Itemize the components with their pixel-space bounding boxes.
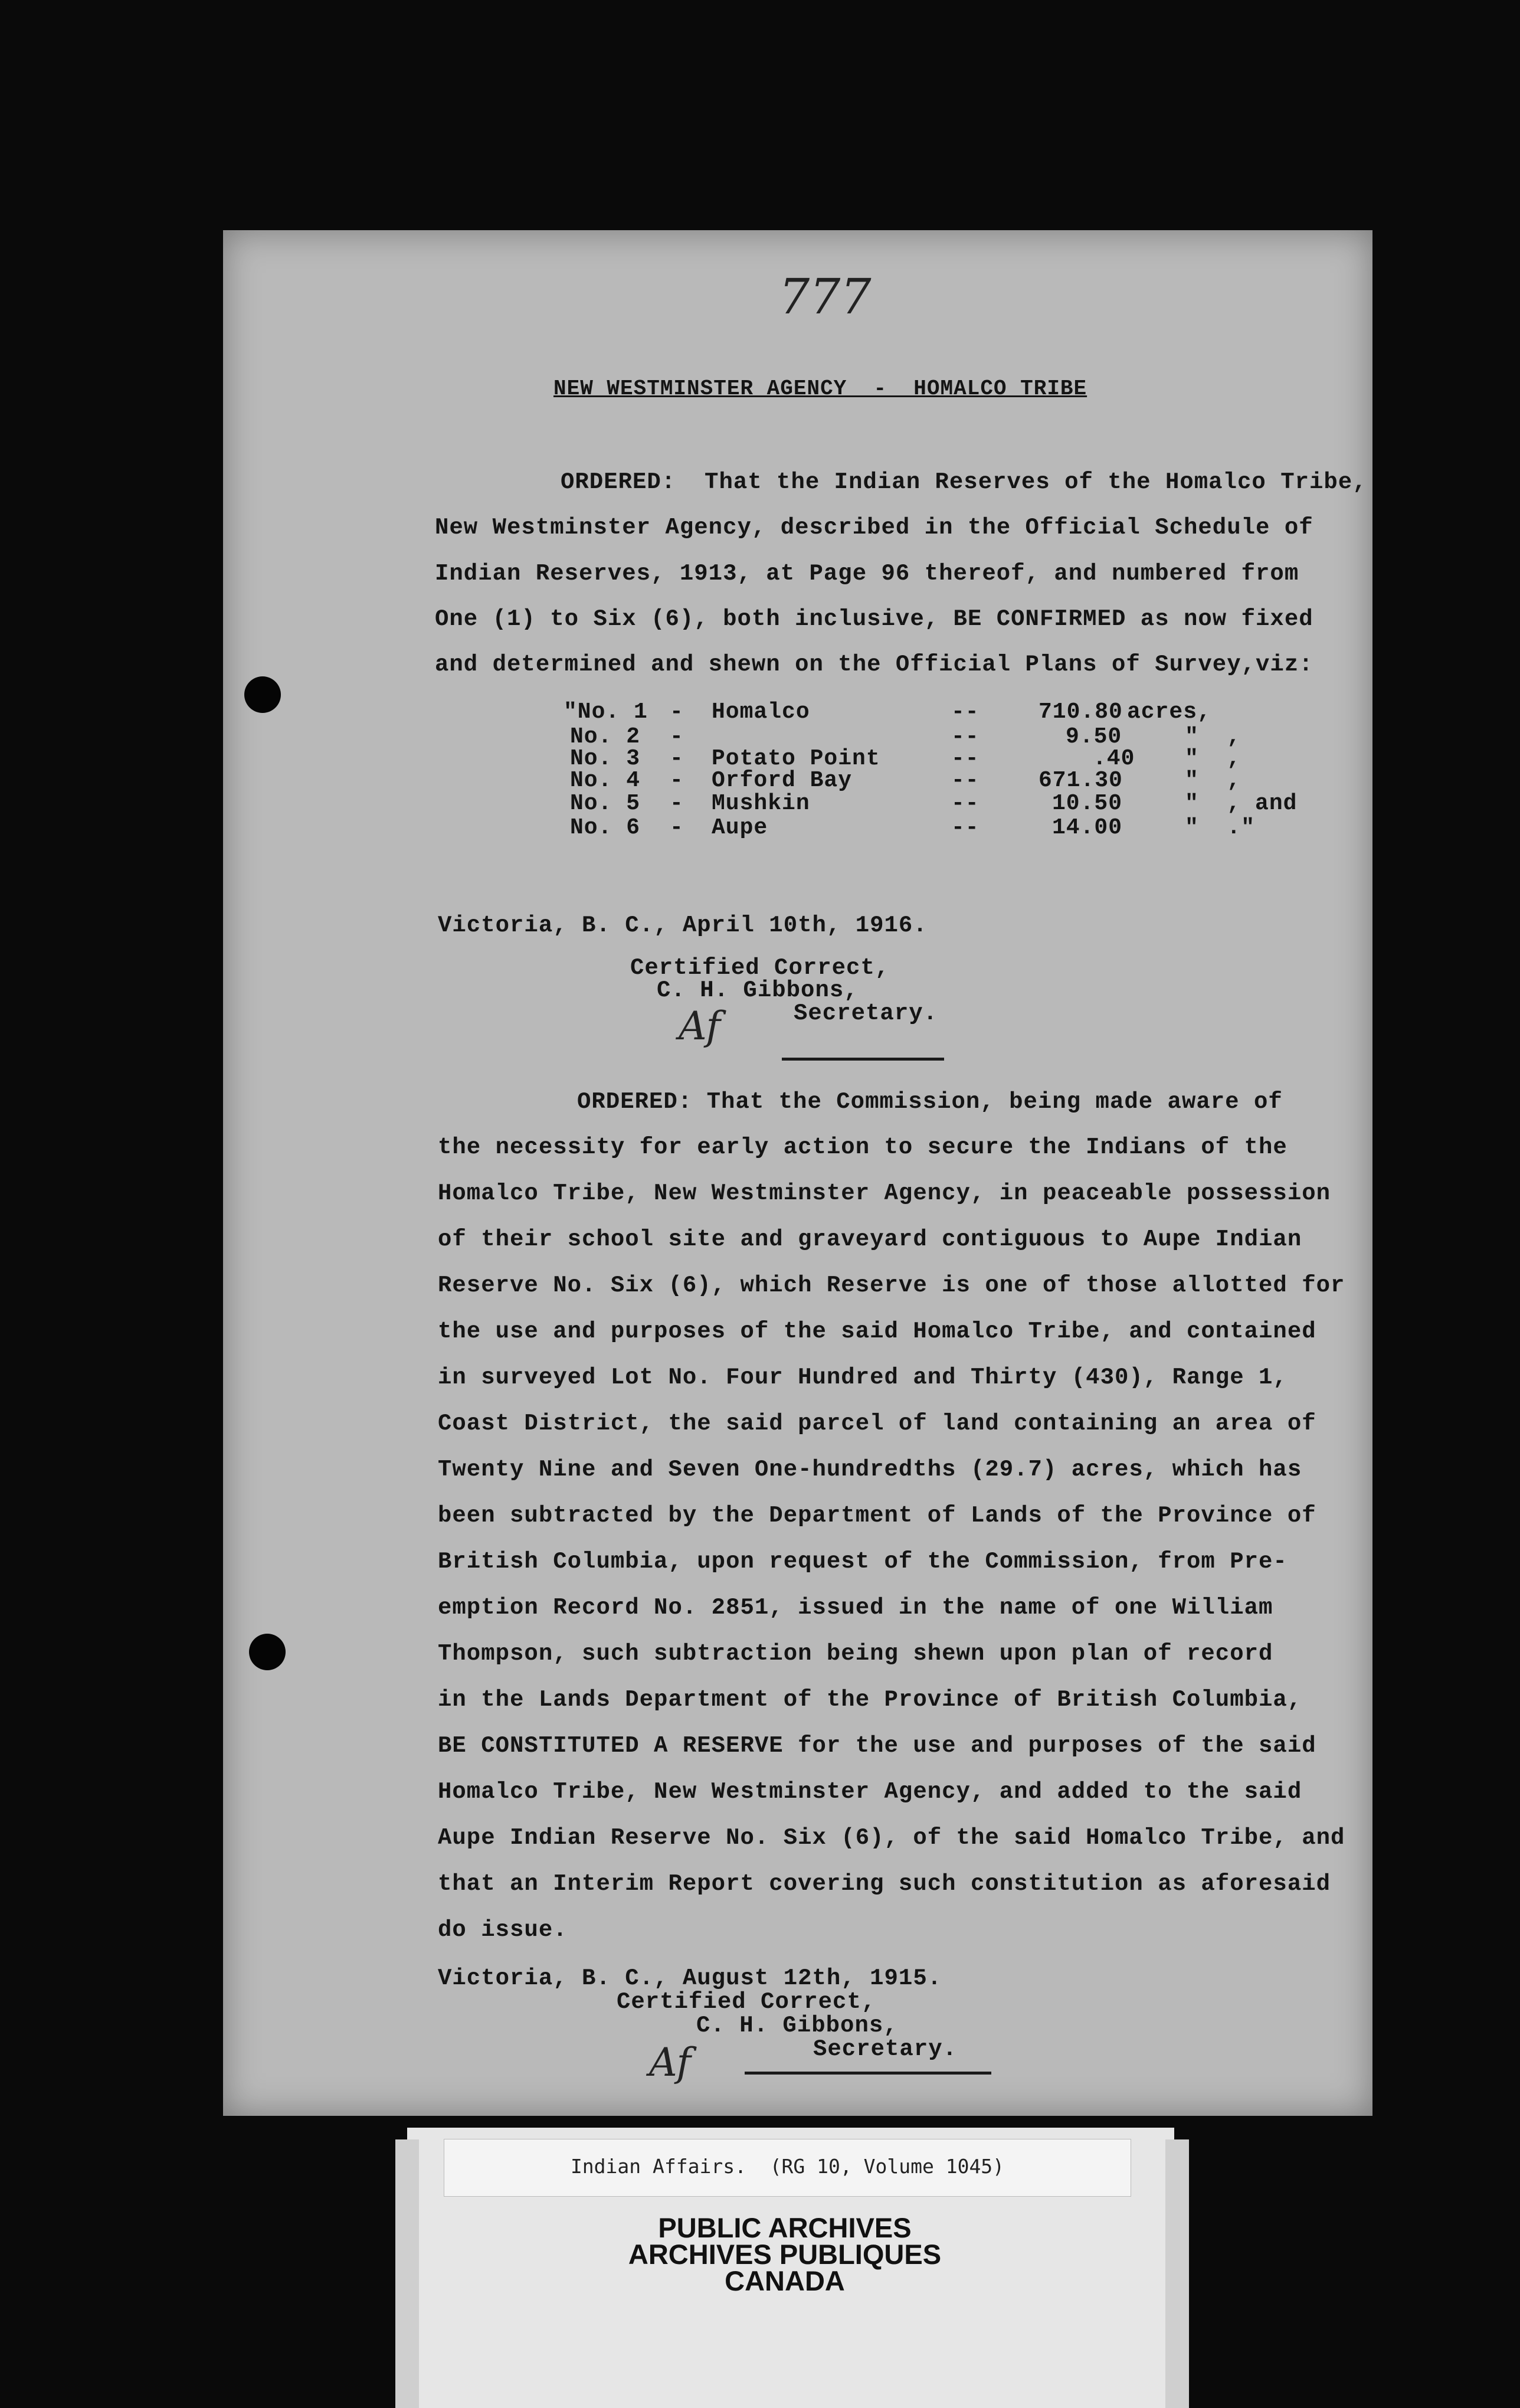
order-2-line: Coast District, the said parcel of land containing an area of [438, 1411, 1316, 1437]
order-2-line: Reserve No. Six (6), which Reserve is one of those allotted for [438, 1272, 1345, 1298]
reserve-number: No. 5 [570, 791, 641, 816]
reserve-unit: acres, [1127, 699, 1211, 725]
signatory-title: Secretary. [794, 1000, 938, 1026]
punch-hole-bottom [249, 1634, 286, 1670]
reserve-number: No. 4 [570, 768, 641, 793]
reserve-area: .40 [1093, 746, 1135, 771]
signatory-name: C. H. Gibbons, [696, 2013, 898, 2039]
certified-line: Certified Correct, [617, 1989, 876, 2015]
order-2-line: of their school site and graveyard contiguous to Aupe Indian [438, 1226, 1302, 1252]
order-1-line: One (1) to Six (6), both inclusive, BE CONFIRMED as now fixed [435, 606, 1313, 632]
order-1-line: New Westminster Agency, described in the Official Schedule of [435, 515, 1313, 541]
page-title: NEW WESTMINSTER AGENCY - HOMALCO TRIBE [553, 377, 1087, 401]
order-2-line: BE CONSTITUTED A RESERVE for the use and purposes of the said [438, 1733, 1316, 1759]
reserve-separator: -- [951, 746, 980, 771]
reserve-number: No. 6 [570, 815, 641, 840]
reserve-area: 710.80 [1039, 699, 1123, 725]
order-2-line: Homalco Tribe, New Westminster Agency, and added to the said [438, 1779, 1302, 1805]
order-2-line: emption Record No. 2851, issued in the name of one William [438, 1595, 1273, 1621]
initial-mark: Af [649, 2040, 691, 2085]
order-2-line: Twenty Nine and Seven One-hundredths (29.7) acres, which has [438, 1457, 1302, 1483]
reserve-dash: - [670, 768, 684, 793]
place-date: Victoria, B. C., August 12th, 1915. [438, 1965, 942, 1991]
reserve-dash: - [670, 815, 684, 840]
reserve-unit: " ." [1185, 815, 1256, 840]
reserve-separator: -- [951, 815, 980, 840]
reserve-number: "No. 1 [564, 699, 648, 725]
folio-number: 777 [779, 269, 872, 325]
reserve-area: 9.50 [1066, 724, 1122, 750]
order-2-line: British Columbia, upon request of the Commission, from Pre- [438, 1549, 1288, 1575]
separator-line [782, 1058, 944, 1061]
reserve-dash: - [670, 746, 684, 771]
order-1-line: Indian Reserves, 1913, at Page 96 thereof, and numbered from [435, 561, 1299, 587]
reserve-name: Orford Bay [712, 768, 853, 793]
archive-stamp-line-3: CANADA [725, 2265, 845, 2296]
order-2-line: the use and purposes of the said Homalco Tribe, and contained [438, 1318, 1316, 1344]
order-2-line: Homalco Tribe, New Westminster Agency, in peaceable possession [438, 1180, 1331, 1206]
archive-label-shadow [395, 2139, 419, 2408]
order-2-line: in surveyed Lot No. Four Hundred and Thirty (430), Range 1, [438, 1365, 1288, 1391]
reserve-separator: -- [951, 724, 980, 750]
order-2-line: Thompson, such subtraction being shewn upon plan of record [438, 1641, 1273, 1667]
order-2-line: the necessity for early action to secure the Indians of the [438, 1134, 1288, 1160]
order-1-line: ORDERED: That the Indian Reserves of the Homalco Tribe, [561, 469, 1367, 495]
reserve-dash: - [670, 699, 684, 725]
reserve-unit: " , and [1185, 791, 1298, 816]
order-2-line: in the Lands Department of the Province of British Columbia, [438, 1687, 1302, 1713]
reserve-number: No. 3 [570, 746, 641, 771]
reserve-dash: - [670, 724, 684, 750]
reserve-separator: -- [951, 768, 980, 793]
order-2-line: been subtracted by the Department of Lands of the Province of [438, 1503, 1316, 1529]
order-2-line: Aupe Indian Reserve No. Six (6), of the said Homalco Tribe, and [438, 1825, 1345, 1851]
reference-text: Indian Affairs. (RG 10, Volume 1045) [570, 2155, 1005, 2178]
order-1-line: and determined and shewn on the Official Plans of Survey,viz: [435, 652, 1313, 678]
reserve-unit: " , [1185, 768, 1241, 793]
reserve-name: Mushkin [712, 791, 810, 816]
punch-hole-top [244, 676, 281, 713]
reserve-name: Homalco [712, 699, 810, 725]
reference-label [444, 2139, 1131, 2197]
reserve-area: 10.50 [1052, 791, 1123, 816]
place-date: Victoria, B. C., April 10th, 1916. [438, 912, 928, 938]
reserve-name: Aupe [712, 815, 768, 840]
reserve-unit: " , [1185, 746, 1241, 771]
order-2-line: do issue. [438, 1917, 568, 1943]
order-2-line: that an Interim Report covering such constitution as aforesaid [438, 1871, 1331, 1897]
signatory-name: C. H. Gibbons, [657, 977, 859, 1003]
separator-line [745, 2072, 991, 2075]
archive-stamp-line-1: PUBLIC ARCHIVES [658, 2212, 912, 2243]
reserve-number: No. 2 [570, 724, 641, 750]
archive-label-shadow [1165, 2139, 1189, 2408]
reserve-name: Potato Point [712, 746, 880, 771]
certified-line: Certified Correct, [630, 955, 890, 981]
signatory-title: Secretary. [813, 2036, 958, 2062]
reserve-separator: -- [951, 699, 980, 725]
archive-stamp-line-2: ARCHIVES PUBLIQUES [628, 2239, 942, 2270]
reserve-dash: - [670, 791, 684, 816]
order-2-line: ORDERED: That the Commission, being made aware of [577, 1089, 1283, 1115]
reserve-unit: " , [1185, 724, 1241, 750]
reserve-area: 14.00 [1052, 815, 1123, 840]
reserve-area: 671.30 [1039, 768, 1123, 793]
reserve-separator: -- [951, 791, 980, 816]
initial-mark: Af [679, 1003, 720, 1049]
